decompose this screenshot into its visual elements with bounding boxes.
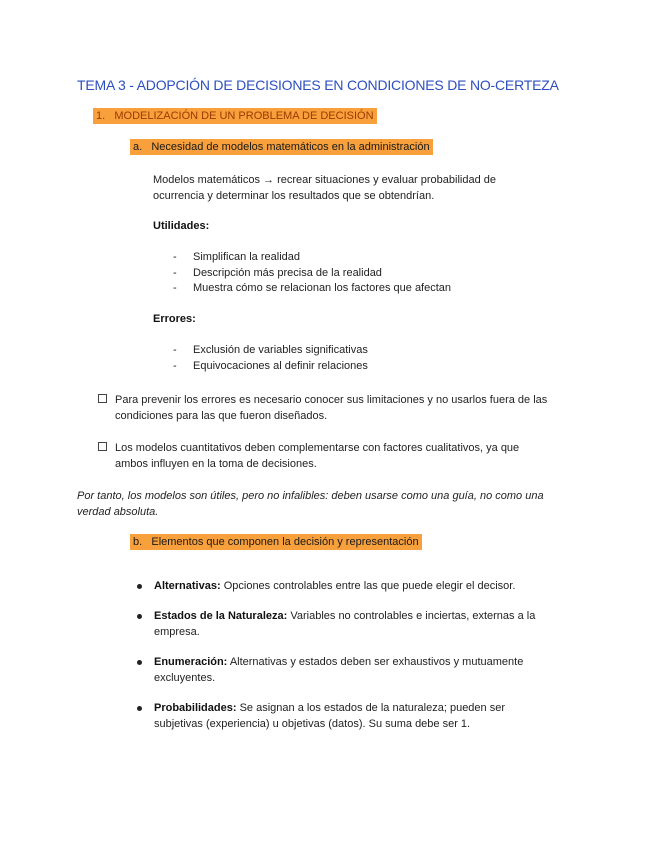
bullet-icon [137,614,142,619]
conclusion-paragraph [77,488,544,520]
page-title: TEMA 3 - ADOPCIÓN DE DECISIONES EN CONDICIONES DE NO-CERTEZA [77,77,559,93]
errores-list [173,343,368,374]
list-item [137,654,607,686]
checklist-item-1-line-2: condiciones para las que fueron diseñados. [115,410,328,422]
item-term: Estados de la Naturaleza: [154,610,288,622]
subsection-a-label: Necesidad de modelos matemáticos en la administración [151,141,430,153]
list-item: - Equivocaciones al definir relaciones [173,359,368,375]
conclusion-line-1: Por tanto, los modelos son útiles, pero no infalibles: deben usarse como una guía, no como una [77,490,544,502]
bullet-icon [137,706,142,711]
section-1-label: MODELIZACIÓN DE UN PROBLEMA DE DECISIÓN [114,110,374,122]
subsection-b-heading [130,536,422,548]
errores-heading: Errores: [153,313,196,325]
checklist-item-2-line-2: ambos influyen en la toma de decisiones. [115,458,317,470]
item-text-continued: subjetivas (experiencia) u objetivas (datos). Su suma debe ser 1. [154,718,471,730]
section-1-number: 1. [96,110,106,122]
bullet-icon [137,660,142,665]
item-text: Alternativas y estados deben ser exhaustivos y mutuamente [229,656,524,668]
checkbox-icon[interactable] [98,394,107,403]
item-text-continued: empresa. [154,626,200,638]
checkbox-icon[interactable] [98,442,107,451]
section-1-highlight [93,108,377,124]
list-item [137,700,607,732]
utilidades-heading: Utilidades: [153,220,210,232]
list-item: - Exclusión de variables significativas [173,343,368,359]
list-item [137,608,607,640]
checklist-item-2-line-1: Los modelos cuantitativos deben complementarse con factores cualitativos, ya que [115,442,520,454]
item-text: Variables no controlables e inciertas, externas a la [290,610,536,622]
item-text: Opciones controlables entre las que puede elegir el decisor. [223,580,516,592]
intro-line-1: Modelos matemáticos → recrear situaciones y evaluar probabilidad de [153,174,497,186]
conclusion-line-2: verdad absoluta. [77,506,159,518]
list-item: - Descripción más precisa de la realidad [173,266,451,282]
item-term: Alternativas: [154,580,221,592]
checklist-item-1-line-1: Para prevenir los errores es necesario conocer sus limitaciones y no usarlos fuera de las [115,394,548,406]
item-text-continued: excluyentes. [154,672,216,684]
item-term: Enumeración: [154,656,228,668]
checklist-item-2 [98,440,519,472]
utilidades-list [173,250,451,297]
subsection-b-highlight [130,534,422,550]
intro-paragraph [153,172,496,204]
checklist-item-1 [98,392,547,424]
list-item: - Muestra cómo se relacionan los factores que afectan [173,281,451,297]
item-text: Se asignan a los estados de la naturaleza; pueden ser [239,702,506,714]
item-term: Probabilidades: [154,702,237,714]
subsection-b-letter: b. [133,536,143,548]
section-heading-1 [93,110,377,122]
subsection-b-label: Elementos que componen la decisión y representación [151,536,419,548]
list-item: - Simplifican la realidad [173,250,451,266]
elements-list [137,578,607,732]
intro-line-2: ocurrencia y determinar los resultados que se obtendrían. [153,190,435,202]
subsection-a-letter: a. [133,141,143,153]
subsection-a-heading [130,141,433,153]
list-item [137,578,607,594]
bullet-icon [137,584,142,589]
subsection-a-highlight [130,139,433,155]
